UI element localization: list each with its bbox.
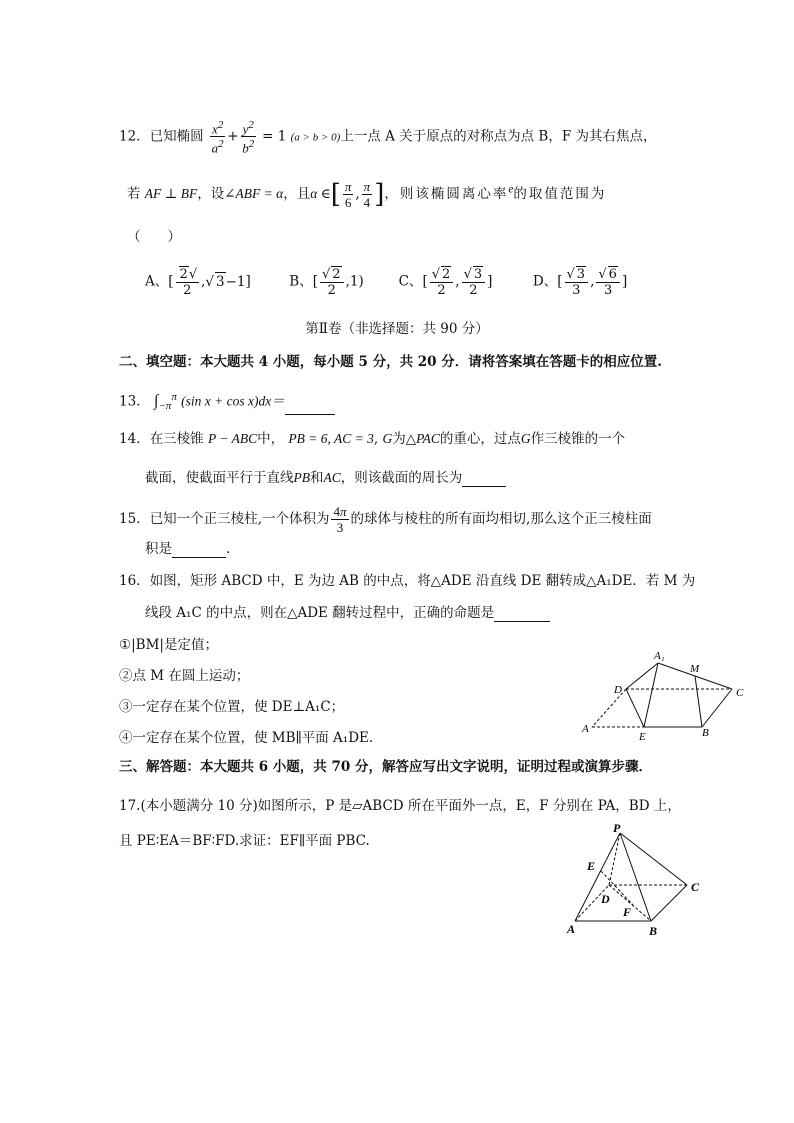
q12-option-d: D、[ $\frac{√ 3}{3}$ , $\frac{√ 6}{3}$ ] bbox=[532, 267, 628, 298]
label-e: E bbox=[587, 859, 596, 873]
label-d: D bbox=[614, 684, 622, 696]
section2-heading: 二、填空题：本大题共 4 小题，每小题 5 分，共 20 分．请将答案填在答题卡的相应位置. bbox=[119, 354, 662, 370]
q16-item-3: ③一定存在某个位置，使 DE⊥A₁C； bbox=[119, 699, 345, 715]
label-d: D bbox=[601, 892, 610, 906]
q12-rest1: 上一点 A 关于原点的对称点为点 B，F 为其右焦点， bbox=[340, 128, 657, 145]
edge-pc bbox=[620, 833, 687, 885]
q12-number: 12． bbox=[119, 128, 150, 145]
q12-alpha-in: α ∈ bbox=[310, 186, 331, 201]
q15-volume-frac: $\frac{4\pi}{3}$ bbox=[333, 504, 347, 535]
q12-paren: （ ） bbox=[127, 229, 181, 245]
label-c: C bbox=[736, 687, 744, 699]
q13-answer-blank[interactable] bbox=[285, 400, 335, 415]
q17-line1: 17.(本小题满分 10 分)如图所示，P 是▱ABCD 所在平面外一点，E，F 分别在 PA，BD 上， bbox=[119, 798, 681, 814]
label-a: A bbox=[567, 922, 576, 936]
label-m: M bbox=[690, 663, 700, 675]
q16-item-1: ①|BM|是定值； bbox=[119, 637, 218, 653]
label-a: A bbox=[582, 723, 589, 735]
q16-line1: 16．如图，矩形 ABCD 中，E 为边 AB 的中点，将△ADE 沿直线 DE 翻转成△A₁DE．若 M 为 bbox=[119, 573, 696, 589]
q16-figure bbox=[578, 646, 753, 744]
integral-sign: ∫ bbox=[153, 392, 159, 410]
q17-line2: 且 PE∶EA＝BF∶FD.求证：EF∥平面 PBC. bbox=[119, 833, 370, 849]
q15-line2: 积是 ． bbox=[145, 541, 240, 557]
edge-mb bbox=[695, 676, 702, 727]
q15-line1: 15．已知一个正三棱柱,一个体积为 $\frac{4\pi}{3}$ 的球体与棱柱的所有面均相切,那么这个正三棱柱面 bbox=[119, 504, 652, 535]
q16-line2: 线段 A₁C 的中点，则在△ADE 翻转过程中，正确的命题是 bbox=[145, 604, 550, 622]
q12-e: e bbox=[508, 183, 514, 196]
edge-pd bbox=[609, 833, 620, 885]
q12-options bbox=[145, 266, 633, 298]
q12-line2-suffix: ，则该椭圆离心率 bbox=[384, 186, 509, 202]
q12-line2: 若 AF ⊥ BF，设∠ABF = α，且α ∈[ $\frac{\pi}{6}$ , $\frac{\pi}{4}$ ]，则该椭圆离心率$^e$的取值范围为 bbox=[127, 179, 607, 210]
q12-option-c: C、[ $\frac{√ 2}{2}$ , $\frac{√ 3}{2}$ ] bbox=[398, 267, 493, 298]
edge-bc bbox=[651, 885, 687, 921]
q12-option-a: A、[ $\frac{2√}{2}$ ,√ 3−1] bbox=[145, 267, 251, 298]
q14-line1: 14．在三棱锥 P − ABC中， PB = 6, AC = 3, G为△PAC的重心，过点G作三棱锥的一个 bbox=[119, 431, 626, 447]
label-c: C bbox=[691, 880, 700, 894]
q16-answer-blank[interactable] bbox=[494, 607, 550, 622]
q14-answer-blank[interactable] bbox=[462, 472, 506, 487]
q12-line1: 12．已知椭圆 $\frac{x^2}{a^2}$ + $\frac{y^2}{b^2}$ = 1 (a > b > 0)上一点 A 关于原点的对称点为点 B，F 为其右焦点， bbox=[119, 119, 657, 156]
edge-bc bbox=[702, 689, 732, 727]
q15-answer-blank[interactable] bbox=[172, 543, 226, 558]
q12-condition: (a > b > 0) bbox=[290, 131, 341, 144]
q12-frac-y: $\frac{y^2}{b^2}$ bbox=[242, 119, 255, 156]
q14-line2: 截面，使截面平行于直线PB和AC，则该截面的周长为 bbox=[145, 469, 506, 487]
part2-title: 第Ⅱ卷（非选择题：共 90 分） bbox=[305, 321, 489, 337]
q13-integrand: (sin x + cos x)dx＝ bbox=[181, 393, 285, 409]
q12-option-b: B、[ $\frac{√ 2}{2}$ ,1) bbox=[289, 267, 364, 298]
q12-perp: AF ⊥ BF bbox=[144, 186, 198, 201]
q12-comma2: ，且 bbox=[283, 186, 311, 202]
q13-line: 13． $\int_{-\pi}^\pi$ (sin x + cos x)dx＝ bbox=[119, 388, 335, 415]
q12-line2-end: 的取值范围为 bbox=[513, 186, 607, 202]
q12-line2-prefix: 若 bbox=[127, 186, 141, 202]
q12-frac-x: $\frac{x^2}{a^2}$ bbox=[211, 119, 224, 156]
label-f: F bbox=[623, 905, 632, 919]
label-a1: A₁ bbox=[654, 650, 665, 662]
edge-de bbox=[626, 689, 644, 727]
edge-pa bbox=[575, 833, 620, 921]
label-b: B bbox=[702, 727, 709, 739]
q12-angle: ∠ABF = α bbox=[224, 186, 284, 201]
q12-comma1: ，设 bbox=[197, 186, 225, 202]
label-b: B bbox=[649, 924, 658, 938]
q16-item-4: ④一定存在某个位置，使 MB∥平面 A₁DE． bbox=[119, 730, 383, 746]
q16-item-2: ②点 M 在圆上运动； bbox=[119, 668, 250, 684]
label-p: P bbox=[613, 823, 621, 835]
q12-intro: 已知椭圆 bbox=[149, 128, 204, 145]
label-e: E bbox=[639, 731, 646, 743]
q17-figure bbox=[563, 823, 713, 938]
section3-heading: 三、解答题：本大题共 6 小题，共 70 分，解答应写出文字说明，证明过程或演算步骤． bbox=[119, 759, 652, 775]
q13-number: 13． bbox=[119, 393, 150, 410]
